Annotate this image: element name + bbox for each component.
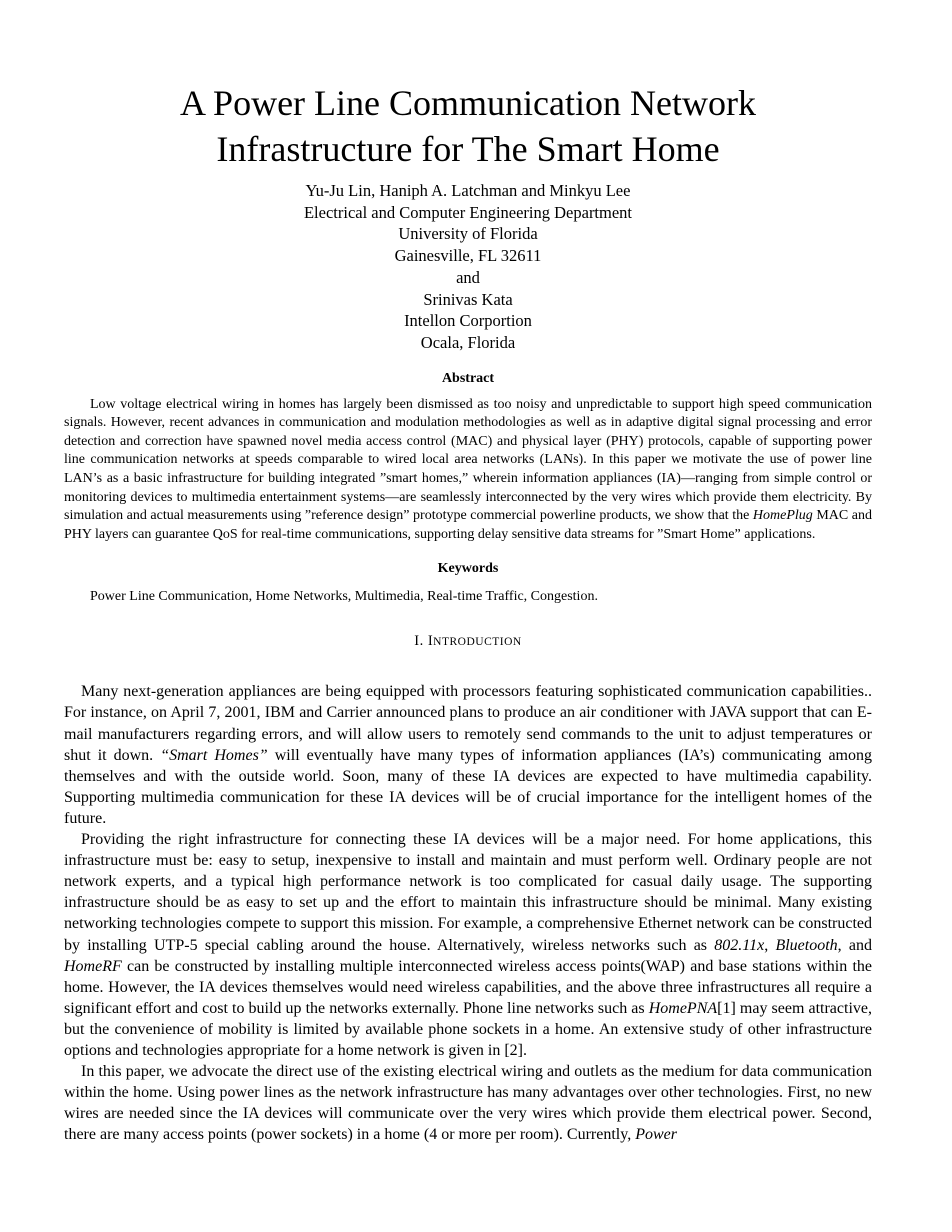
abstract-part-1: Low voltage electrical wiring in homes has largely been dismissed as too noisy and unpredictable to support high speed communication signals. However, recent advances in communication and modulation methodologies as well as in adaptive digital signal processing and error detection and correction have spawned novel media access control (MAC) and physical layer (PHY) protocols, capable of supporting power line communication networks at speeds comparable to wired local area networks (LANs). In this paper we motivate the use of power line LAN’s as a basic infrastructure for building integrated ”smart homes,” wherein information appliances (IA)—ranging from simple control or monitoring devices to multimedia entertainment systems—are seamlessly interconnected by the very wires which provide them electricity. By simulation and actual measurements using ”reference design” prototype commercial powerline products, we show that the	[64, 396, 872, 524]
p2-text-a: Providing the right infrastructure for connecting these IA devices will be a major need. For home applications, this infrastructure must be: easy to setup, inexpensive to install and maintain and must perform well. Ordinary people are not network experts, and a typical high performance network is too complicated for casual daily usage. The supporting infrastructure should be as easy to set up and the effort to maintain this infrastructure should be minimal. Many existing networking technologies compete to support this mission. For example, a comprehensive Ethernet network can be constructed by installing UTP-5 special cabling around the house. Alternatively, wireless networks such as	[64, 831, 872, 954]
keywords-heading: Keywords	[437, 561, 499, 577]
author-names: Yu-Ju Lin, Haniph A. Latchman and Minkyu Lee	[305, 181, 631, 200]
p1-text-a: Many next-generation appliances are being equipped with processors featuring sophisticated communication capabilities.. For instance, on April 7, 2001, IBM and Carrier announced plans to produce an air conditioner with JAVA support that can E-mail manufacturers regarding errors, and will allow users to remotely send commands to the unit to adjust temperatures or shut it down.	[64, 683, 872, 764]
title-line-1: A Power Line Communication Network	[180, 83, 756, 123]
abstract-text	[64, 396, 872, 545]
p3-text-a: In this paper, we advocate the direct use of the existing electrical wiring and outlets as the medium for data communication within the home. Using power lines as the network infrastructure has many advantages over other technologies. First, no new wires are needed since the IA devices will communicate over the very wires which provide them electrical power. Second, there are many access points (power sockets) in a home (4 or more per room). Currently,	[64, 1063, 872, 1144]
author-and: and	[456, 267, 480, 287]
title-line-2: Infrastructure for The Smart Home	[216, 129, 720, 169]
author-department: Electrical and Computer Engineering Department	[303, 202, 633, 222]
author-city-2: Ocala, Florida	[420, 332, 516, 352]
paragraph-3	[64, 1061, 872, 1145]
keywords-text: Power Line Communication, Home Networks, Multimedia, Real-time Traffic, Congestion.	[90, 589, 598, 605]
p2-homerf: HomeRF	[64, 957, 122, 975]
author-block	[64, 180, 872, 354]
introduction-body	[64, 681, 872, 1145]
p2-text-d: can be constructed by installing multiple interconnected wireless access points(WAP) and base stations within the home. However, the IA devices themselves would need wireless capabilities, and the above three infrastructures all require a significant effort and cost to build up the networks externally. Phone line networks such as	[64, 957, 872, 1017]
paper-page	[64, 80, 872, 1145]
paper-title	[64, 80, 872, 172]
p2-text-b: ,	[764, 936, 776, 954]
intro-title: NTRODUCTION	[433, 636, 522, 649]
author-city: Gainesville, FL 32611	[394, 246, 542, 266]
introduction-heading	[64, 632, 872, 651]
p3-power: Power	[635, 1126, 677, 1144]
p2-homepna: HomePNA	[648, 999, 718, 1017]
author-name-2: Srinivas Kata	[423, 289, 513, 309]
abstract-homeplug: HomePlug	[752, 508, 813, 524]
p1-text-b: will eventually have many types of information appliances (IA’s) communicating among themselves and with the outside world. Soon, many of these IA devices are expected to have multimedia capability. Supporting multimedia communication for these IA devices will be of crucial importance for the intelligent homes of the future.	[64, 746, 873, 827]
p2-text-c: , and	[837, 936, 872, 954]
p1-smart-homes: “Smart Homes”	[160, 746, 268, 764]
intro-number: I. I	[414, 633, 434, 650]
author-company: Intellon Corportion	[404, 311, 532, 331]
abstract-part-2: MAC and PHY layers can guarantee QoS for real-time communications, supporting delay sensitive data streams for ”Smart Home” applications.	[64, 508, 872, 542]
p2-bluetooth: Bluetooth	[775, 936, 838, 954]
paragraph-2	[64, 829, 872, 1061]
paragraph-1	[64, 681, 872, 829]
abstract-heading: Abstract	[441, 370, 495, 386]
author-university: University of Florida	[398, 224, 538, 244]
p2-text-e: [1] may seem attractive, but the convenience of mobility is limited by available phone sockets in a home. An extensive study of other infrastructure options and technologies appropriate for a home network is given in [2].	[64, 999, 873, 1059]
p2-80211x: 802.11x	[714, 936, 765, 954]
